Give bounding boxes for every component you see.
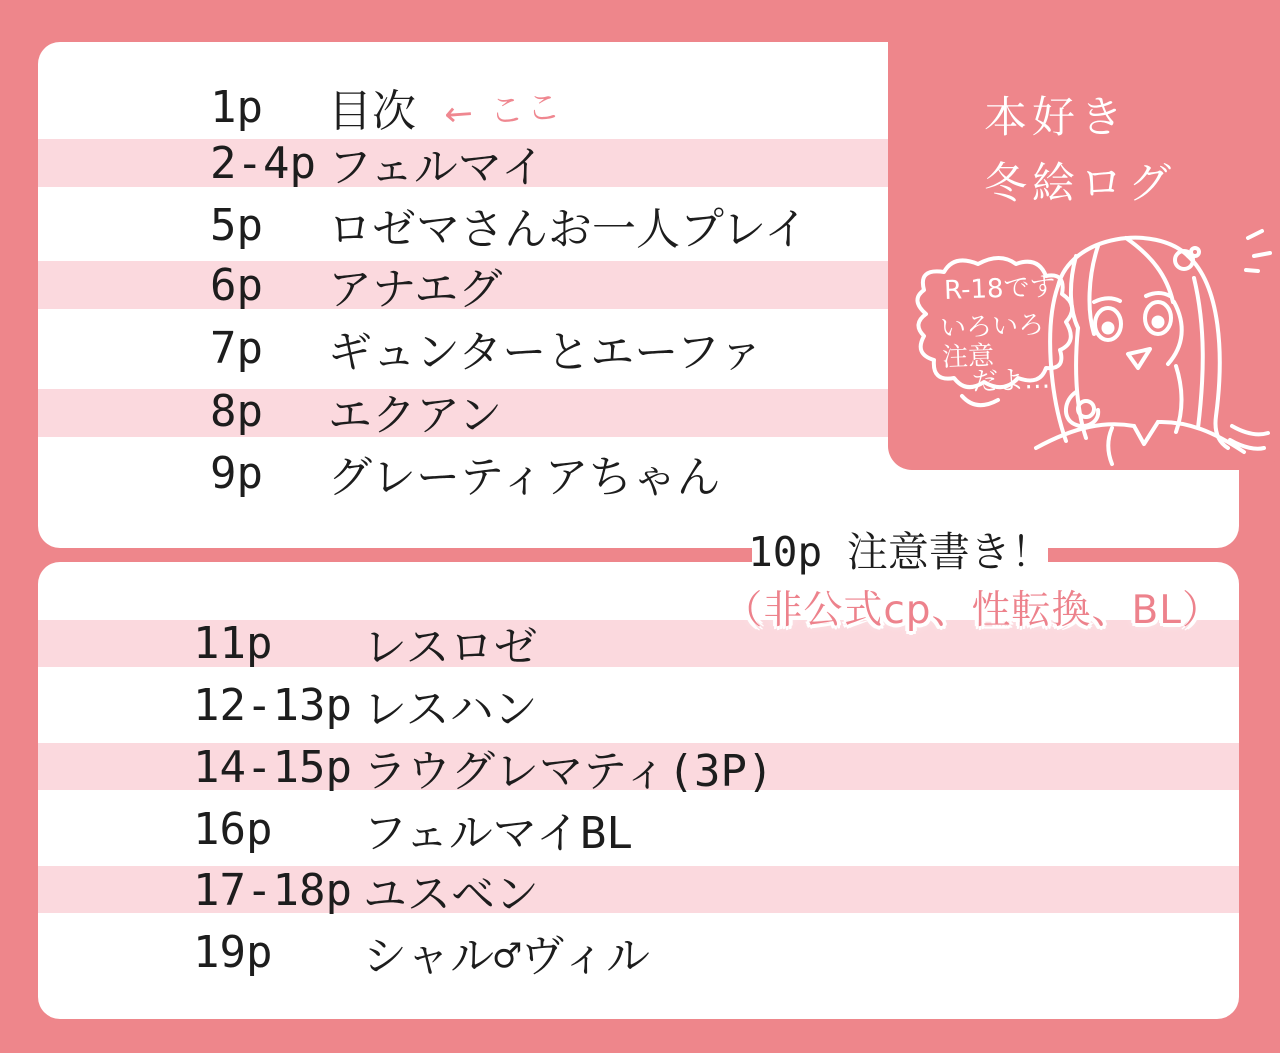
pupil-right xyxy=(1154,318,1163,327)
page-number: 1p xyxy=(210,81,263,133)
page-number: 6p xyxy=(210,259,263,311)
entry-title: 目次 xyxy=(328,86,416,137)
page-number: 19p xyxy=(193,926,273,978)
title-panel xyxy=(888,0,1280,470)
open-mouth xyxy=(1128,349,1150,368)
page-number: 8p xyxy=(210,385,263,437)
eyebrow-left xyxy=(1094,298,1120,302)
entry-title: レスハン xyxy=(363,684,538,735)
toc-row xyxy=(210,197,808,253)
toc-row xyxy=(193,862,539,918)
eyebrow-right xyxy=(1146,293,1170,296)
entry-title: レスロゼ xyxy=(363,622,538,673)
toc-row xyxy=(210,135,545,191)
entry-title: ロゼマさんお一人プレイ xyxy=(328,204,809,255)
toc-row xyxy=(193,924,650,980)
page-number: 12-13p xyxy=(193,679,352,731)
caution-note: （非公式cp、性転換、BL） xyxy=(723,588,1222,633)
sleeve-line xyxy=(1108,428,1112,464)
toc-row xyxy=(210,257,502,313)
entry-title: フェルマイ xyxy=(328,142,545,193)
collar xyxy=(1134,422,1158,444)
toc-row xyxy=(193,677,538,733)
entry-title: アナエグ xyxy=(328,264,503,315)
toc-row xyxy=(210,79,563,135)
entry-title: グレーティアちゃん xyxy=(328,452,721,503)
here-arrow-note: ← ここ xyxy=(442,86,565,135)
page-number: 9p xyxy=(210,447,263,499)
sparkle-icon xyxy=(1254,253,1270,256)
hair-left-edge xyxy=(1050,286,1066,441)
page-number: 11p xyxy=(193,617,273,669)
sparkle-icon xyxy=(1246,270,1258,271)
page-number: 7p xyxy=(210,322,263,374)
character-illustration xyxy=(1016,216,1276,470)
hair-ornament-dot xyxy=(1191,248,1199,256)
hair-top xyxy=(1058,238,1188,286)
bubble-text-line: 注意 xyxy=(941,341,995,373)
toc-row xyxy=(193,615,538,671)
bangs xyxy=(1071,256,1078,328)
entry-title: ユスベン xyxy=(363,869,539,920)
hair-wisp xyxy=(1232,426,1268,434)
bubble-text-line: だよ… xyxy=(971,364,1051,398)
caution-page-label: 10p 注意書き！ xyxy=(752,517,1048,579)
page-number: 5p xyxy=(210,199,263,251)
page-number: 16p xyxy=(193,803,273,855)
entry-title: シャル♂ヴィル xyxy=(363,931,650,982)
page-number: 2-4p xyxy=(210,137,316,189)
toc-row xyxy=(210,383,502,439)
sparkle-icon xyxy=(1248,231,1262,238)
page-number: 14-15p xyxy=(193,741,352,793)
entry-title: ギュンターとエーファ xyxy=(328,327,764,378)
entry-title: エクアン xyxy=(328,390,503,441)
pupil-left xyxy=(1104,324,1113,333)
entry-title: フェルマイBL xyxy=(363,808,633,859)
entry-title: ラウグレマティ(3P) xyxy=(363,746,774,797)
log-title-line1: 本好き xyxy=(984,93,1128,143)
toc-row xyxy=(210,445,720,501)
toc-row xyxy=(210,320,763,376)
toc-row xyxy=(193,739,773,795)
toc-row xyxy=(193,801,633,857)
log-title-line2: 冬絵ログ xyxy=(984,159,1176,209)
bubble-text-line: いろいろ xyxy=(939,310,1045,344)
page-number: 17-18p xyxy=(193,864,352,916)
bubble-text-line: R-18です xyxy=(943,272,1057,306)
hair-strand xyxy=(1076,328,1086,438)
hair-strand xyxy=(1194,278,1203,428)
